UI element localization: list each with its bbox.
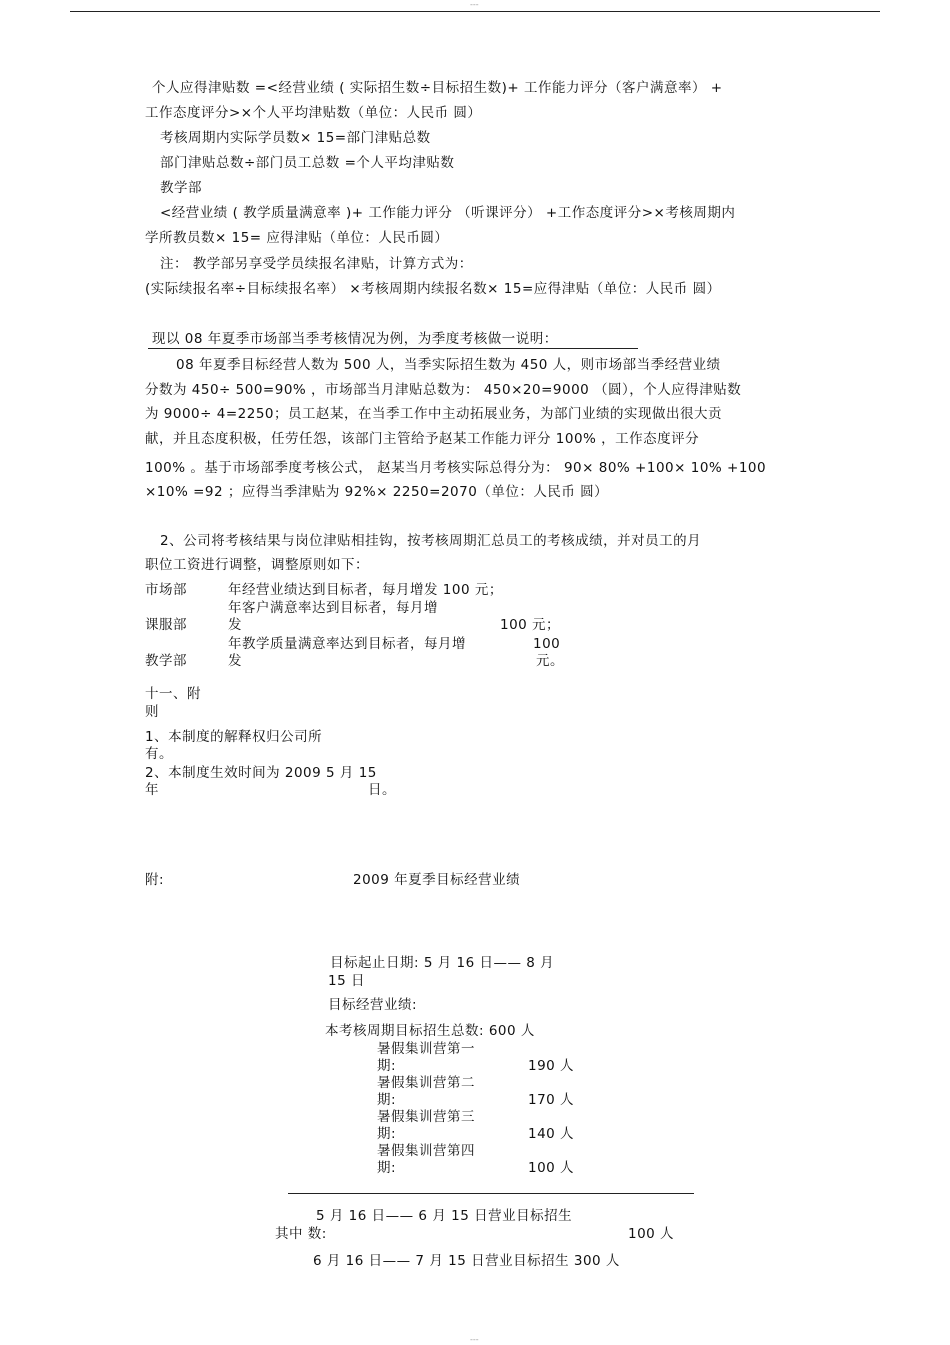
example-title-underline [148,348,638,349]
dept-teaching-amount-b: 元。 [536,653,564,669]
camp-3-name-b: 期: [377,1126,397,1142]
attachment-divider [288,1193,694,1194]
monthly-2: 6 月 16 日—— 7 月 15 日营业目标招生 300 人 [313,1253,620,1269]
camp-1-name-a: 暑假集训营第一 [377,1041,475,1057]
rule-2-a: 2、本制度生效时间为 2009 5 月 15 [145,765,377,781]
adjust-line-1: 2、公司将考核结果与岗位津贴相挂钩，按考核周期汇总员工的考核成绩，并对员工的月 [160,533,702,549]
monthly-1-a: 5 月 16 日—— 6 月 15 日营业目标招生 [316,1208,573,1224]
dept-teaching-rule-b: 发 [228,653,242,669]
formula-line-2: 工作态度评分>×个人平均津贴数（单位：人民币 圆） [145,105,482,121]
dept-market: 市场部 [145,582,187,598]
camp-3-count: 140 人 [528,1126,575,1142]
camp-4-count: 100 人 [528,1160,575,1176]
dept-teaching-rule-a: 年教学质量满意率达到目标者，每月增 [228,636,466,652]
target-date-range-a: 目标起止日期: 5 月 16 日—— 8 月 [330,955,555,971]
adjust-line-2: 职位工资进行调整，调整原则如下： [145,557,369,573]
formula-teaching-heading: 教学部 [160,180,202,196]
dept-service: 课服部 [145,617,187,633]
example-paragraph-line-3: 为 9000÷ 4=2250；员工赵某，在当季工作中主动拓展业务，为部门业绩的实现做出很大贡 [145,406,723,422]
rule-2-b-right: 日。 [368,782,396,798]
camp-2-name-a: 暑假集训营第二 [377,1075,475,1091]
example-paragraph-line-4: 献，并且态度积极，任劳任怨，该部门主管给予赵某工作能力评分 100% ，工作态度评分 [145,431,700,447]
dept-teaching: 教学部 [145,653,187,669]
header-rule [70,11,880,12]
target-total: 本考核周期目标招生总数: 600 人 [325,1023,535,1039]
example-paragraph-line-5: 100% 。基于市场部季度考核公式， 赵某当月考核实际总得分为： 90× 80% +100× 10% +100 [145,460,767,476]
example-paragraph-line-1: 08 年夏季目标经营人数为 500 人，当季实际招生数为 450 人，则市场部当季经营业绩 [176,357,721,373]
rule-1-a: 1、本制度的解释权归公司所 [145,729,323,745]
target-label: 目标经营业绩: [328,997,418,1013]
camp-4-name-a: 暑假集训营第四 [377,1143,475,1159]
formula-line-6: <经营业绩 ( 教学质量满意率 )+ 工作能力评分 （听课评分） +工作态度评分>×考核周期内 [160,205,736,221]
example-paragraph-line-2: 分数为 450÷ 500=90% ，市场部当月津贴总数为： 450×20=9000 （圆），个人应得津贴数 [145,382,742,398]
formula-line-9: (实际续报名率÷目标续报名率） ×考核周期内续报名数× 15=应得津贴（单位：人民币 圆） [145,281,721,297]
camp-3-name-a: 暑假集训营第三 [377,1109,475,1125]
dept-teaching-amount-a: 100 [533,636,561,652]
monthly-prefix: 其中 数: [275,1226,327,1242]
formula-note: 注： 教学部另享受学员续报名津贴，计算方式为： [160,256,473,272]
section-eleven-heading: 十一、附 [145,686,201,702]
dept-service-rule-b: 发 [228,617,242,633]
camp-2-name-b: 期: [377,1092,397,1108]
attachment-title: 2009 年夏季目标经营业绩 [353,872,521,888]
rule-1-b: 有。 [145,746,173,762]
camp-4-name-b: 期: [377,1160,397,1176]
camp-2-count: 170 人 [528,1092,575,1108]
formula-line-4: 部门津贴总数÷部门员工总数 =个人平均津贴数 [160,155,455,171]
example-title: 现以 08 年夏季市场部当季考核情况为例，为季度考核做一说明： [152,331,558,347]
header-mark: --- [470,0,479,9]
example-paragraph-line-6: ×10% =92 ；应得当季津贴为 92%× 2250=2070（单位：人民币 圆） [145,484,609,500]
target-date-range-b: 15 日 [328,973,365,989]
formula-line-3: 考核周期内实际学员数× 15=部门津贴总数 [160,130,431,146]
formula-line-7: 学所教员数× 15= 应得津贴（单位：人民币圆） [145,230,449,246]
rule-2-b-left: 年 [145,782,159,798]
camp-1-name-b: 期: [377,1058,397,1074]
footer-mark: --- [470,1335,479,1344]
dept-market-rule: 年经营业绩达到目标者，每月增发 100 元； [228,582,503,598]
section-eleven-heading-cont: 则 [145,704,159,720]
camp-1-count: 190 人 [528,1058,575,1074]
dept-service-rule-a: 年客户满意率达到目标者，每月增 [228,600,438,616]
formula-line-1: 个人应得津贴数 =<经营业绩 ( 实际招生数÷目标招生数)+ 工作能力评分（客户满意率） + [152,80,723,96]
monthly-1-count: 100 人 [628,1226,675,1242]
dept-service-amount: 100 元； [500,617,561,633]
attachment-label: 附: [145,872,165,888]
